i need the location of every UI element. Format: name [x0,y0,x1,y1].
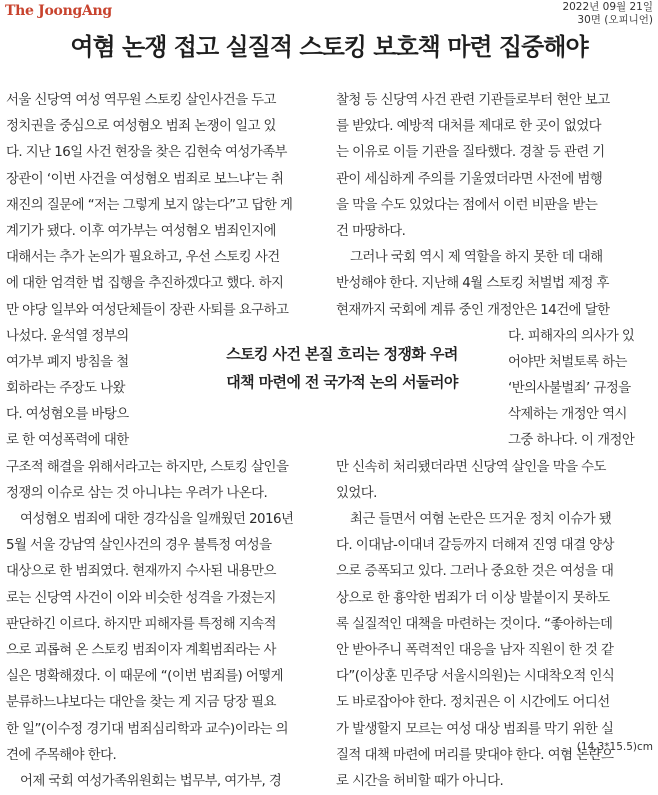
text-line: 안 받아주니 폭력적인 대응을 남자 직원이 한 것 같 [336,642,614,658]
masthead-logo: The JoongAng [5,3,112,19]
text-line: 로 한 여성폭력에 대한 [6,433,129,449]
text-line: 나섰다. 윤석열 정부의 [6,328,129,344]
text-line: 계기가 됐다. 이후 여가부는 여성혐오 범죄인지에 [6,223,276,239]
text-line: 여성혐오 범죄에 대한 경각심을 일깨웠던 2016년 [20,512,294,527]
text-line: 도 바로잡아야 한다. 정치권은 이 시간에도 어디선 [336,695,610,711]
text-line: 그중 하나다. 이 개정안 [508,433,635,449]
text-line: 만 야당 일부와 여성단체들이 장관 사퇴를 요구하고 [6,302,289,318]
issue-page: 30면 (오피니언) [577,14,653,26]
text-line: 분류하느냐보다는 대안을 찾는 게 지금 당장 필요 [6,695,276,711]
text-line: 상으로 한 흉악한 범죄가 더 이상 발붙이지 못하도 [336,590,610,606]
issue-date: 2022년 09월 21일 [562,1,653,13]
text-line: 관이 세심하게 주의를 기울였더라면 사전에 범행 [336,171,603,187]
text-line: 다”(이상훈 민주당 서울시의원)는 시대착오적 인식 [336,669,615,685]
text-line: 을 막을 수도 있었다는 점에서 이런 비판을 받는 [336,197,598,213]
text-line: 판단하긴 이르다. 하지만 피해자를 특정해 지속적 [6,616,276,632]
text-line: 회하라는 주장도 나왔 [6,381,125,397]
text-line: 다. 피해자의 의사가 있 [508,328,635,344]
text-line: 한 일”(이수정 경기대 범죄심리학과 교수)이라는 의 [6,721,288,737]
text-line: 다. 여성혐오를 바탕으 [6,407,129,423]
text-line: 재진의 질문에 “저는 그렇게 보지 않는다”고 답한 게 [6,197,293,213]
text-line: 로는 신당역 사건이 이와 비슷한 성격을 가졌는지 [6,590,276,606]
text-line: 실은 명확해졌다. 이 때문에 “(이번 범죄를) 어떻게 [6,669,284,685]
text-line: 어제 국회 여성가족위원회는 법무부, 여가부, 경 [20,773,282,789]
text-line: ‘반의사불벌죄’ 규정을 [508,381,631,397]
text-line: 최근 들면서 여혐 논란은 뜨거운 정치 이슈가 됐 [350,512,612,527]
pull-quote-line: 스토킹 사건 본질 흐리는 정쟁화 우려 [226,345,458,363]
text-line: 를 받았다. 예방적 대처를 제대로 한 곳이 없었다 [336,119,601,135]
text-line: 정치권을 중심으로 여성혐오 범죄 논쟁이 일고 있 [6,119,276,135]
text-line: 있었다. [336,485,377,501]
issue-meta [562,1,653,27]
text-line: 대해서는 추가 논의가 필요하고, 우선 스토킹 사건 [6,250,280,266]
text-line: 구조적 해결을 위해서라고는 하지만, 스토킹 살인을 [6,459,289,475]
text-line: 어야만 처벌토록 하는 [508,354,627,370]
text-line: 에 대한 엄격한 법 집행을 추진하겠다고 했다. 하지 [6,276,284,292]
text-line: 그러나 국회 역시 제 역할을 하지 못한 데 대해 [350,250,603,266]
text-line: 질적 대책 마련에 머리를 맞대야 한다. 여혐 논란으 [336,747,614,763]
text-line: 는 이유로 이들 기관을 질타했다. 경찰 등 관련 기 [336,145,605,161]
text-line: 로 시간을 허비할 때가 아니다. [336,773,504,789]
text-line: 5월 서울 강남역 살인사건의 경우 불특정 여성을 [6,538,272,554]
text-line: 현재까지 국회에 계류 중인 개정안은 14건에 달한 [336,302,610,318]
article-size-note: (14.3*15.5)cm [576,741,653,753]
text-line: 정쟁의 이슈로 삼는 것 아니냐는 우려가 나온다. [6,485,268,501]
text-line: 장관이 ‘이번 사건을 여성혐오 범죄로 보느냐’는 취 [6,171,284,187]
text-line: 찰청 등 신당역 사건 관련 기관들로부터 현안 보고 [336,93,610,108]
text-line: 대상으로 한 범죄였다. 현재까지 수사된 내용만으 [6,564,276,580]
text-line: 반성해야 한다. 지난해 4월 스토킹 처벌법 제정 후 [336,276,609,292]
text-line: 만 신속히 처리됐더라면 신당역 살인을 막을 수도 [336,459,606,475]
text-line: 가 발생할지 모르는 여성 대상 범죄를 막기 위한 실 [336,721,614,737]
text-line: 다. 이대남-이대녀 갈등까지 더해져 진영 대결 양상 [336,538,614,554]
text-line: 견에 주목해야 한다. [6,747,117,763]
text-line: 건 마땅하다. [336,223,406,239]
text-line: 록 실질적인 대책을 마련하는 것이다. “좋아하는데 [336,616,613,632]
text-line: 으로 증폭되고 있다. 그러나 중요한 것은 여성을 대 [336,564,614,580]
pull-quote-line: 대책 마련에 전 국가적 논의 서둘러야 [226,373,458,391]
text-line: 삭제하는 개정안 역시 [508,407,627,423]
text-line: 여가부 폐지 방침을 철 [6,354,129,370]
article-column-right [336,88,654,795]
text-line: 서울 신당역 여성 역무원 스토킹 살인사건을 두고 [6,93,276,108]
pull-quote [192,340,492,396]
text-line: 으로 괴롭혀 온 스토킹 범죄이자 계획범죄라는 사 [6,642,276,658]
headline: 여혐 논쟁 접고 실질적 스토킹 보호책 마련 집중해야 [70,33,588,61]
article-column-left [6,88,322,795]
text-line: 다. 지난 16일 사건 현장을 찾은 김현숙 여성가족부 [6,145,287,161]
